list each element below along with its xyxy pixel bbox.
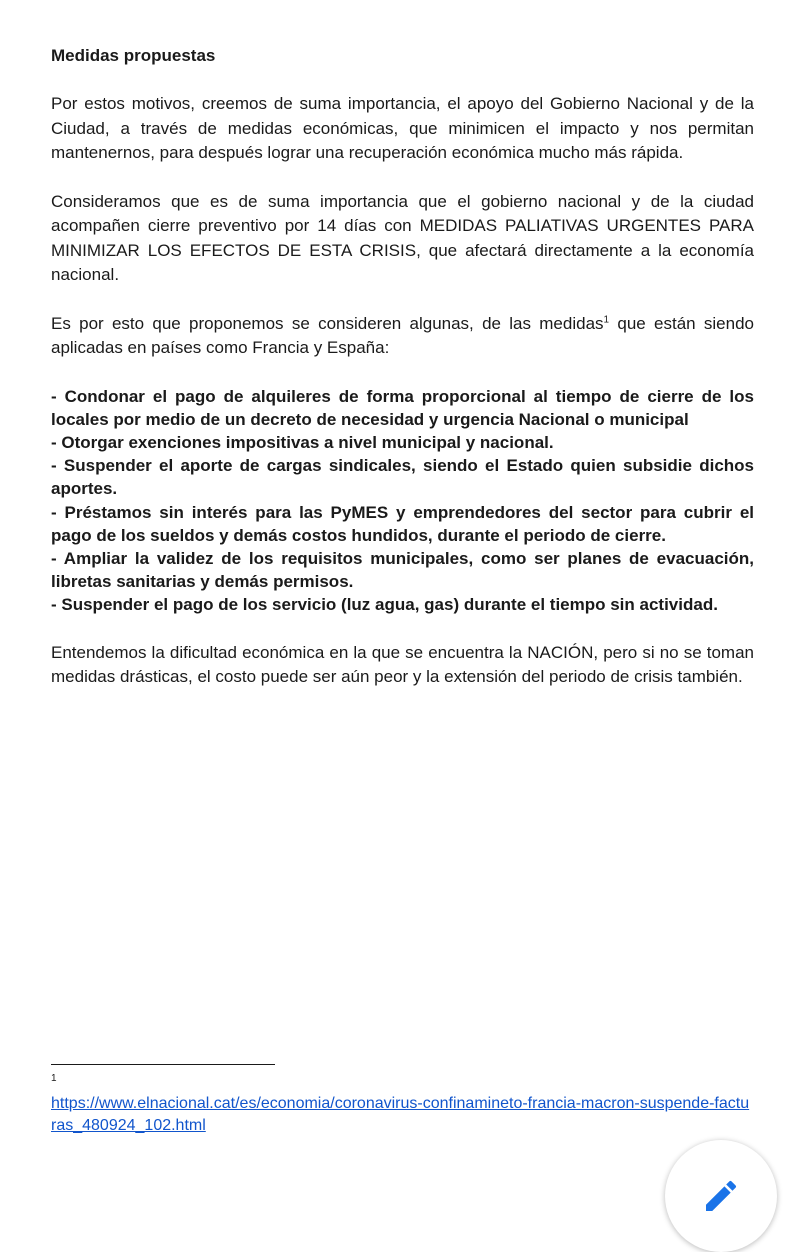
paragraph-motives: Por estos motivos, creemos de suma importancia, el apoyo del Gobierno Nacional y de la Ciudad, a través de medidas económicas, que minimicen el impacto y nos permitan mantenernos, para después lograr una recuperación económica mucho más rápida. — [51, 94, 754, 162]
measures-list — [51, 385, 754, 617]
list-item: - Suspender el pago de los servicio (luz agua, gas) durante el tiempo sin actividad. — [51, 595, 718, 615]
document-page — [51, 44, 754, 714]
paragraph-proposals — [51, 312, 754, 361]
footnote-divider — [51, 1064, 275, 1065]
footnote-number: 1 — [51, 1073, 57, 1084]
list-item: - Otorgar exenciones impositivas a nivel municipal y nacional. — [51, 432, 554, 452]
list-item: - Ampliar la validez de los requisitos municipales, como ser planes de evacuación, libretas sanitarias y demás permisos. — [51, 548, 754, 592]
paragraph-proposals-text-end: que están siendo aplicadas en países como Francia y España: — [51, 313, 755, 357]
edit-button[interactable] — [665, 1140, 777, 1252]
pencil-icon — [701, 1176, 741, 1216]
list-item: - Préstamos sin interés para las PyMES y emprendedores del sector para cubrir el pago de los sueldos y demás costos hundidos, durante el periodo de cierre. — [51, 502, 754, 545]
paragraph-proposals-text: Es por esto que proponemos se consideren algunas, de las medidas — [51, 313, 604, 333]
list-item: - Condonar el pago de alquileres de forma proporcional al tiempo de cierre de los locales por medio de un decreto de necesidad y urgencia Nacional o municipal — [51, 386, 754, 429]
paragraph-urgent-measures: Consideramos que es de suma importancia que el gobierno nacional y de la ciudad acompañen cierre preventivo por 14 días con MEDIDAS PALIATIVAS URGENTES PARA MINIMIZAR LOS EFECTOS DE ESTA CRISIS, que afectará directamente a la economía nacional. — [51, 191, 754, 284]
list-item: - Suspender el aporte de cargas sindicales, siendo el Estado quien subsidie dichos aportes. — [51, 456, 754, 499]
section-heading: Medidas propuestas — [51, 46, 216, 65]
footnote-link[interactable]: https://www.elnacional.cat/es/economia/coronavirus-confinamineto-francia-macron-suspende-facturas_480924_102.html — [51, 1095, 750, 1134]
paragraph-conclusion: Entendemos la dificultad económica en la que se encuentra la NACIÓN, pero si no se toman medidas drásticas, el costo puede ser aún peor y la extensión del periodo de crisis también. — [51, 642, 754, 687]
footnote-reference[interactable]: 1 — [603, 313, 610, 325]
